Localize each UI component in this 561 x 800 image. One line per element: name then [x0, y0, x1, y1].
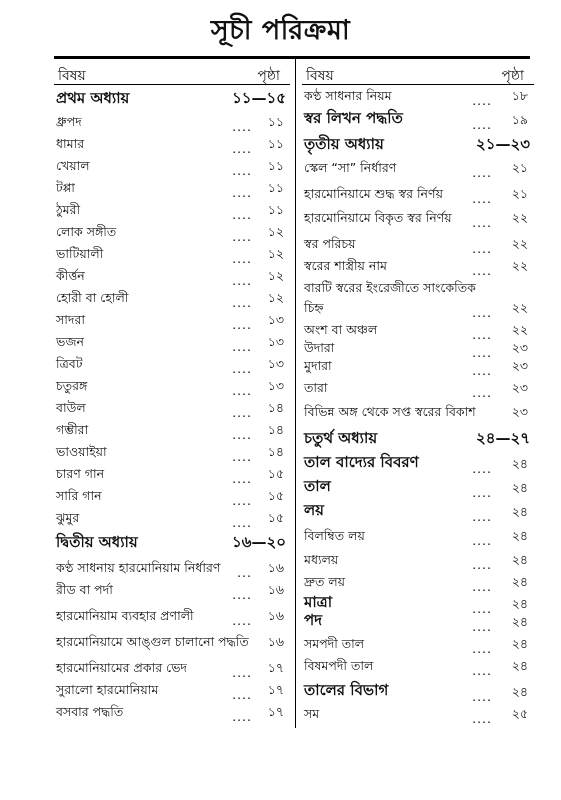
page-number: ১৫	[267, 466, 284, 481]
toc-entry	[302, 402, 534, 426]
page-number: ২৪	[511, 614, 528, 629]
toc-entry	[302, 340, 534, 362]
entry-title: বারটি স্বরের ইংরেজীতে সাংকেতিক	[304, 280, 476, 295]
entry-title: হারমোনিয়ামের প্রকার ভেদ	[56, 660, 187, 675]
leader-dots: ....	[232, 383, 252, 398]
toc-entry	[302, 454, 534, 478]
entry-title: মাত্রা	[304, 593, 333, 611]
leader-dots: ....	[472, 533, 492, 548]
toc-entry	[54, 682, 290, 704]
leader-dots: ....	[232, 515, 252, 530]
chapter-title: দ্বিতীয় অধ্যায়	[56, 533, 138, 551]
entry-title: দ্রুত লয়	[304, 574, 346, 589]
chapter-heading	[54, 86, 290, 114]
entry-title: কীর্ত্তন	[56, 268, 85, 283]
toc-entry	[54, 488, 290, 510]
toc-entry	[302, 611, 534, 636]
entry-title: স্বরের শাস্ত্রীয় নাম	[304, 258, 387, 273]
leader-dots: ....	[472, 485, 492, 500]
leader-dots: ....	[472, 305, 492, 320]
page-number: ২১—২৩	[476, 135, 530, 153]
entry-title: ভজন	[56, 334, 84, 349]
page-number: ২২	[511, 236, 528, 251]
chapter-heading	[302, 134, 534, 160]
entry-title: টপ্পা	[56, 180, 75, 195]
leader-dots: ....	[472, 579, 492, 594]
subject-header: বিষয়	[58, 68, 86, 84]
page-number: ১৭	[267, 660, 284, 675]
toc-entry	[54, 246, 290, 268]
entry-title: তাল বাদ্যের বিবরণ	[304, 453, 419, 471]
entry-title: লোক সঙ্গীত	[56, 224, 117, 239]
toc-entry	[302, 358, 534, 380]
toc-entry	[54, 202, 290, 224]
entry-title: হোরী বা হোলী	[56, 290, 129, 305]
entry-title: বিষমপদী তাল	[304, 658, 374, 673]
toc-entry	[302, 110, 534, 134]
toc-entry	[54, 312, 290, 334]
toc-entry	[54, 290, 290, 312]
entry-title: সারি গান	[56, 488, 102, 503]
toc-entry	[54, 180, 290, 202]
page-number: ১১—১৫	[232, 89, 286, 107]
page-number: ১৩	[267, 312, 284, 327]
entry-title: বিলম্বিত লয়	[304, 528, 365, 543]
page-number: ২৪	[511, 574, 528, 589]
right-entries	[302, 86, 534, 728]
leader-dots: ....	[472, 385, 492, 400]
entry-title: কণ্ঠ সাধনায় হারমোনিয়াম নির্ধারণ	[56, 560, 221, 575]
toc-entry	[302, 593, 534, 618]
entry-title: স্বর লিখন পদ্ধতি	[304, 109, 403, 127]
left-entries	[54, 86, 290, 726]
entry-title: উদারা	[304, 340, 335, 355]
page-number: ১১	[267, 202, 284, 217]
page-number: ২৪—২৭	[476, 429, 530, 447]
toc-entry	[54, 582, 290, 604]
page-number: ১৬	[267, 634, 284, 649]
entry-title: ত্রিবট	[56, 356, 83, 371]
entry-title: স্কেল “সা” নির্ধারণ	[304, 160, 397, 175]
toc-entry	[302, 208, 534, 232]
entry-title: বিভিন্ন অঙ্গ থেকে সপ্ত স্বরের বিকাশ	[304, 404, 476, 419]
leader-dots: ....	[232, 119, 252, 134]
chapter-title: প্রথম অধ্যায়	[56, 89, 130, 107]
toc-entry	[302, 502, 534, 526]
leader-dots: ....	[472, 93, 492, 108]
toc-entry	[54, 422, 290, 444]
page-number: ২৪	[511, 658, 528, 673]
right-column	[302, 58, 534, 728]
leader-dots: ....	[232, 449, 252, 464]
chapter-title: চতুর্থ অধ্যায়	[304, 429, 378, 447]
toc-entry	[54, 356, 290, 378]
entry-title: হারমোনিয়াম ব্যবহার প্রণালী	[56, 608, 194, 623]
entry-title: কণ্ঠ সাধনার নিয়ম	[304, 88, 392, 103]
leader-dots: ...	[237, 565, 252, 580]
entry-title: হারমোনিয়ামে শুদ্ধ স্বর নির্ণয়	[304, 186, 443, 201]
page-number: ১৩	[267, 334, 284, 349]
page-number: ১৬	[267, 608, 284, 623]
page-number: ১২	[267, 290, 284, 305]
page-number: ২৩	[511, 340, 528, 355]
leader-dots: ....	[472, 363, 492, 378]
entry-title: চারণ গান	[56, 466, 105, 481]
toc-entry	[54, 704, 290, 726]
entry-title: খেয়াল	[56, 158, 90, 173]
page-number: ২৪	[511, 596, 528, 611]
page-number: ১১	[267, 136, 284, 151]
chapter-title: তৃতীয় অধ্যায়	[304, 135, 384, 153]
leader-dots: ....	[232, 493, 252, 508]
toc-entry	[54, 400, 290, 422]
leader-dots: ....	[232, 687, 252, 702]
leader-dots: ....	[232, 665, 252, 680]
toc-entry	[302, 574, 534, 596]
page-number: ২৪	[511, 456, 528, 471]
toc-entry	[302, 182, 534, 208]
page-number: ২৪	[511, 552, 528, 567]
toc-entry	[54, 136, 290, 158]
left-header-rule	[54, 84, 290, 85]
entry-title: সাদরা	[56, 312, 85, 327]
leader-dots: ....	[232, 163, 252, 178]
leader-dots: ....	[232, 251, 252, 266]
page-number: ১২	[267, 224, 284, 239]
toc-entry	[54, 510, 290, 532]
leader-dots: ....	[232, 427, 252, 442]
entry-title: লয়	[304, 501, 325, 519]
leader-dots: ....	[232, 317, 252, 332]
entry-title: ঝুমুর	[56, 510, 80, 525]
leader-dots: ....	[232, 185, 252, 200]
entry-title: হারমোনিয়ামে বিকৃত স্বর নির্ণয়	[304, 210, 452, 225]
right-column-header	[302, 58, 534, 84]
page-number: ১৬	[267, 560, 284, 575]
toc-entry	[302, 550, 534, 574]
entry-title: চতুরঙ্গ	[56, 378, 88, 393]
entry-title: তাল	[304, 477, 331, 495]
subject-header: বিষয়	[306, 68, 334, 84]
toc-entry	[302, 322, 534, 344]
leader-dots: ....	[472, 191, 492, 206]
right-header-rule	[302, 84, 534, 85]
entry-title: স্বর পরিচয়	[304, 236, 356, 251]
toc-entry	[54, 656, 290, 682]
chapter-heading	[302, 426, 534, 454]
chapter-heading	[54, 532, 290, 558]
page-number: ২৫	[511, 706, 528, 721]
page-number: ১৩	[267, 356, 284, 371]
leader-dots: ....	[472, 663, 492, 678]
page-number: ১৭	[267, 704, 284, 719]
entry-title-continued: চিহ্ন	[304, 300, 324, 315]
entry-title: রীড বা পর্দা	[56, 582, 113, 597]
leader-dots: ....	[232, 141, 252, 156]
left-column-header	[54, 58, 290, 84]
page-number: ১৩	[267, 378, 284, 393]
page-number: ১৬—২০	[232, 533, 286, 551]
toc-entry	[54, 444, 290, 466]
leader-dots: ....	[472, 509, 492, 524]
page-number: ২৪	[511, 528, 528, 543]
page-header: পৃষ্ঠা	[257, 68, 280, 84]
entry-title: তারা	[304, 380, 328, 395]
leader-dots: ....	[232, 709, 252, 724]
toc-entry	[302, 680, 534, 706]
leader-dots: ....	[472, 601, 492, 616]
page-header: পৃষ্ঠা	[501, 68, 524, 84]
leader-dots: ....	[232, 273, 252, 288]
page-number: ২৩	[511, 380, 528, 395]
entry-title: ভাওয়াইয়া	[56, 444, 107, 459]
toc-entry	[54, 630, 290, 656]
page-number: ২৩	[511, 358, 528, 373]
page-number: ১৪	[267, 422, 284, 437]
toc-entry	[54, 334, 290, 356]
page-number: ২২	[511, 258, 528, 273]
page-number: ২৪	[511, 636, 528, 651]
toc-entry	[302, 232, 534, 258]
entry-title: সমপদী তাল	[304, 636, 365, 651]
leader-dots: ....	[232, 207, 252, 222]
leader-dots: ....	[472, 557, 492, 572]
page-number: ২৪	[511, 504, 528, 519]
toc-entry	[302, 258, 534, 280]
entry-title: ধামার	[56, 136, 85, 151]
entry-title: বাউল	[56, 400, 86, 415]
page-number: ১৫	[267, 488, 284, 503]
leader-dots: ....	[232, 361, 252, 376]
toc-entry	[54, 114, 290, 136]
toc-entry	[54, 558, 290, 582]
column-divider	[295, 58, 296, 728]
leader-dots: ....	[232, 295, 252, 310]
leader-dots: ....	[232, 587, 252, 602]
page-number: ১১	[267, 180, 284, 195]
entry-title: সম	[304, 706, 320, 721]
page-number: ১৫	[267, 510, 284, 525]
leader-dots: ....	[232, 613, 252, 628]
entry-title: হারমোনিয়ামে আঙ্গুল চালানো পদ্ধতি	[56, 634, 249, 649]
toc-entry	[54, 604, 290, 630]
entry-title: অংশ বা অঞ্চল	[304, 322, 378, 337]
entry-title: সুরালো হারমোনিয়াম	[56, 682, 159, 697]
leader-dots: ....	[472, 711, 492, 726]
entry-title: ধ্রুপদ	[56, 114, 82, 129]
page-number: ২৪	[511, 480, 528, 495]
page-number: ২৩	[511, 404, 528, 419]
left-column	[54, 58, 290, 726]
leader-dots: ....	[472, 345, 492, 360]
page-number: ১১	[267, 158, 284, 173]
toc-entry	[302, 280, 534, 322]
page-number: ১৬	[267, 582, 284, 597]
toc-entry	[54, 378, 290, 400]
entry-title: পদ	[304, 611, 323, 629]
page-number: ১৭	[267, 682, 284, 697]
leader-dots: ....	[472, 461, 492, 476]
page-number: ১৮	[511, 88, 528, 103]
leader-dots: ....	[232, 229, 252, 244]
leader-dots: ....	[472, 117, 492, 132]
toc-entry	[302, 658, 534, 680]
page-number: ১৪	[267, 400, 284, 415]
leader-dots: ....	[472, 215, 492, 230]
leader-dots: ....	[472, 263, 492, 278]
toc-entry	[302, 380, 534, 402]
toc-entry	[302, 478, 534, 502]
page-number: ১২	[267, 268, 284, 283]
page-number: ২১	[511, 160, 528, 175]
page-number: ২২	[511, 322, 528, 337]
page-number: ১১	[267, 114, 284, 129]
leader-dots: ....	[232, 339, 252, 354]
toc-entry	[302, 706, 534, 728]
page-title: সূচী পরিক্রমা	[210, 15, 351, 46]
page-number: ১২	[267, 246, 284, 261]
page-number: ১৯	[511, 112, 528, 127]
toc-entry	[302, 636, 534, 658]
toc-entry	[54, 158, 290, 180]
toc-entry	[54, 268, 290, 290]
toc-entry	[54, 224, 290, 246]
entry-title: মধ্যলয়	[304, 552, 339, 567]
page-number: ১৪	[267, 444, 284, 459]
leader-dots: ....	[472, 241, 492, 256]
page-number: ২১	[511, 186, 528, 201]
entry-title: মুদারা	[304, 358, 332, 373]
entry-title: ভাটিয়ালী	[56, 246, 104, 261]
toc-entry	[54, 466, 290, 488]
entry-title: ঠুমরী	[56, 202, 81, 217]
entry-title: গম্ভীরা	[56, 422, 89, 437]
leader-dots: ....	[232, 405, 252, 420]
leader-dots: ....	[472, 619, 492, 634]
leader-dots: ....	[232, 471, 252, 486]
page-number: ২৪	[511, 684, 528, 699]
page-number: ২২	[511, 210, 528, 225]
page-number: ২২	[511, 300, 528, 315]
leader-dots: ....	[472, 689, 492, 704]
leader-dots: ....	[472, 327, 492, 342]
leader-dots: ....	[472, 165, 492, 180]
toc-entry	[302, 526, 534, 550]
leader-dots: ....	[472, 641, 492, 656]
entry-title: বসবার পদ্ধতি	[56, 704, 124, 719]
toc-entry	[302, 160, 534, 182]
entry-title: তালের বিভাগ	[304, 681, 389, 699]
